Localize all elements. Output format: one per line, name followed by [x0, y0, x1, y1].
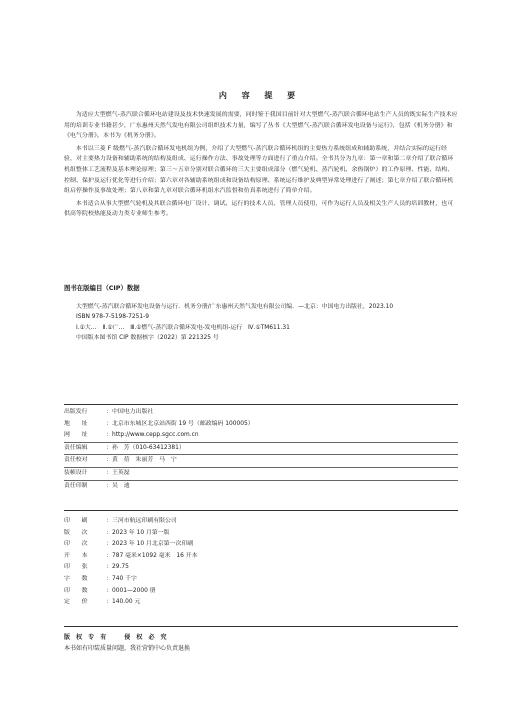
format-row: 开 本 ： 787 毫米×1092 毫米 16 开本 [64, 551, 458, 563]
printer-value: 三河市航远印刷有限公司 [112, 518, 177, 524]
price-value: 140.00 元 [112, 599, 141, 606]
print-run-row: 印 数 ： 0001—2000 册 [64, 586, 458, 598]
cip-classification: Ⅰ.①大… Ⅱ.①广… Ⅲ.①燃气-蒸汽联合循环发电-发电机组-运行 Ⅳ.①TM611.31 [76, 324, 290, 331]
print-run-label: 印 数 [64, 587, 88, 594]
cip-bibliographic: 大型燃气-蒸汽联合循环发电设备与运行．机务分册/广东惠州天然气发电有限公司编．—北京：中国电力出版社，2023.10 [76, 303, 394, 310]
impression-row: 印 次 ： 2023 年 10 月北京第一次印刷 [64, 539, 458, 551]
price-row: 定 价 ： 140.00 元 [64, 597, 458, 609]
notice-block [64, 632, 190, 654]
format-value: 787 毫米×1092 毫米 16 开本 [112, 552, 198, 559]
printer-row: 印 刷 ： 三河市航远印刷有限公司 [64, 516, 458, 528]
address-label: 地 址 [64, 420, 88, 427]
address-row: 地 址 ： 北京市东城区北京站西街 19 号（邮政编码 100005） [64, 419, 458, 431]
designer-label: 装帧设计 [64, 469, 88, 476]
editor-value: 孙 芳（010-63412381） [112, 444, 185, 451]
proofreader-value: 黄 蓓 朱丽芳 马 宁 [112, 457, 177, 464]
publisher-value: 中国电力出版社 [112, 409, 154, 415]
designer-value: 王英磊 [112, 469, 130, 476]
cip-heading: 图书在版编目（CIP）数据 [64, 284, 140, 292]
price-label: 定 价 [64, 599, 88, 606]
printing-manager-label: 责任印制 [64, 482, 88, 489]
publisher-row: 出版发行 ： 中国电力出版社 [64, 407, 458, 419]
sheets-row: 印 张 ： 29.75 [64, 562, 458, 574]
printing-manager-row: 责任印制 ： 吴 迪 [64, 481, 458, 493]
editor-label: 责任编辑 [64, 444, 88, 451]
summary-paragraph: 本书适合从事大型燃气轮机及其联合循环电厂设计、调试、运行的技术人员、管理人员使用，可作为运行人员及相关生产人员的培训教材，也可供高等院校热能及动力类专业师生参考。 [64, 200, 454, 218]
proofreader-label: 责任校对 [64, 457, 88, 464]
edition-label: 版 次 [64, 529, 88, 536]
website-label: 网 址 [64, 432, 88, 439]
summary-paragraph: 为适应大型燃气-蒸汽联合循环电站建设及技术快速发展的需要，同时鉴于我国目前针对大型燃气-蒸汽联合循环电站生产人员的既实际生产技术应用的培训专业书籍甚少，广东惠州天然气发电有限公司组织技术力量，编写了丛书《大型燃气-蒸汽联合循环发电设备与运行》，包括《机务分册》和《电气分册》。本书为《机务分册》。 [64, 112, 458, 140]
impression-value: 2023 年 10 月北京第一次印刷 [112, 541, 194, 548]
editor-row: 责任编辑 ： 孙 芳（010-63412381） [64, 443, 458, 455]
divider [64, 510, 458, 511]
address-value: 北京市东城区北京站西街 19 号（邮政编码 100005） [112, 420, 254, 427]
print-run-value: 0001—2000 册 [112, 587, 156, 594]
wordcount-label: 字 数 [64, 575, 88, 582]
printer-label: 印 刷 [64, 518, 88, 524]
edition-row: 版 次 ： 2023 年 10 月第一版 [64, 528, 458, 540]
impression-label: 印 次 [64, 541, 88, 548]
printing-manager-value: 吴 迪 [112, 482, 130, 489]
proofreader-row: 责任校对 ： 黄 蓓 朱丽芳 马 宁 [64, 455, 458, 467]
rights-notice: 版 权 专 有 侵 权 必 究 [64, 634, 169, 641]
publisher-info [64, 407, 458, 492]
edition-value: 2023 年 10 月第一版 [112, 529, 170, 536]
sheets-value: 29.75 [112, 564, 129, 571]
divider [64, 626, 458, 627]
designer-row: 装帧设计 ： 王英磊 [64, 468, 458, 480]
publisher-label: 出版发行 [64, 409, 88, 415]
summary-title: 内 容 提 要 [218, 91, 302, 100]
wordcount-value: 740 千字 [112, 575, 137, 582]
website-row: 网 址 ： http://www.cepp.sgcc.com.cn [64, 430, 458, 442]
wordcount-row: 字 数 ： 740 千字 [64, 574, 458, 586]
divider [64, 404, 458, 405]
summary-paragraph: 本书以三菱 F 级燃气-蒸汽联合循环发电机组为例，介绍了大型燃气-蒸汽联合循环机组的主要热力系统组成和辅助系统，并结合实际的运行经验，对主要热力设备和辅助系统的结构及组成、运行操作方法、事故处理等方面进行了重点介绍。全书共分为九章：第一章和第二章介绍了联合循环机组整体工艺流程及基本理论原理；第三～五章分别对联合循环的三大主要组成部分（燃气轮机、蒸汽轮机、余热锅炉）的工作原理、性能、结构、控制、保护及运行优化等进行介绍；第六章对各辅助系统组成和设备结构原理、系统运行维护及典型异常处理进行了阐述；第七章介绍了联合循环机组启停操作及事故处理；第八章和第九章对联合循环机组水汽监督和仿真系统进行了简单介绍。 [64, 145, 454, 195]
format-label: 开 本 [64, 552, 88, 559]
cip-isbn: ISBN 978-7-5198-7251-9 [76, 314, 150, 320]
website-value: http://www.cepp.sgcc.com.cn [112, 432, 199, 439]
cip-core-number: 中国版本图书馆 CIP 数据核字（2022）第 221325 号 [76, 335, 219, 341]
cip-block [64, 283, 458, 344]
printing-info [64, 516, 458, 609]
summary-body [64, 110, 458, 222]
sheets-label: 印 张 [64, 564, 88, 571]
return-notice: 本书如有印装质量问题，我社营销中心负责退换 [64, 645, 191, 652]
